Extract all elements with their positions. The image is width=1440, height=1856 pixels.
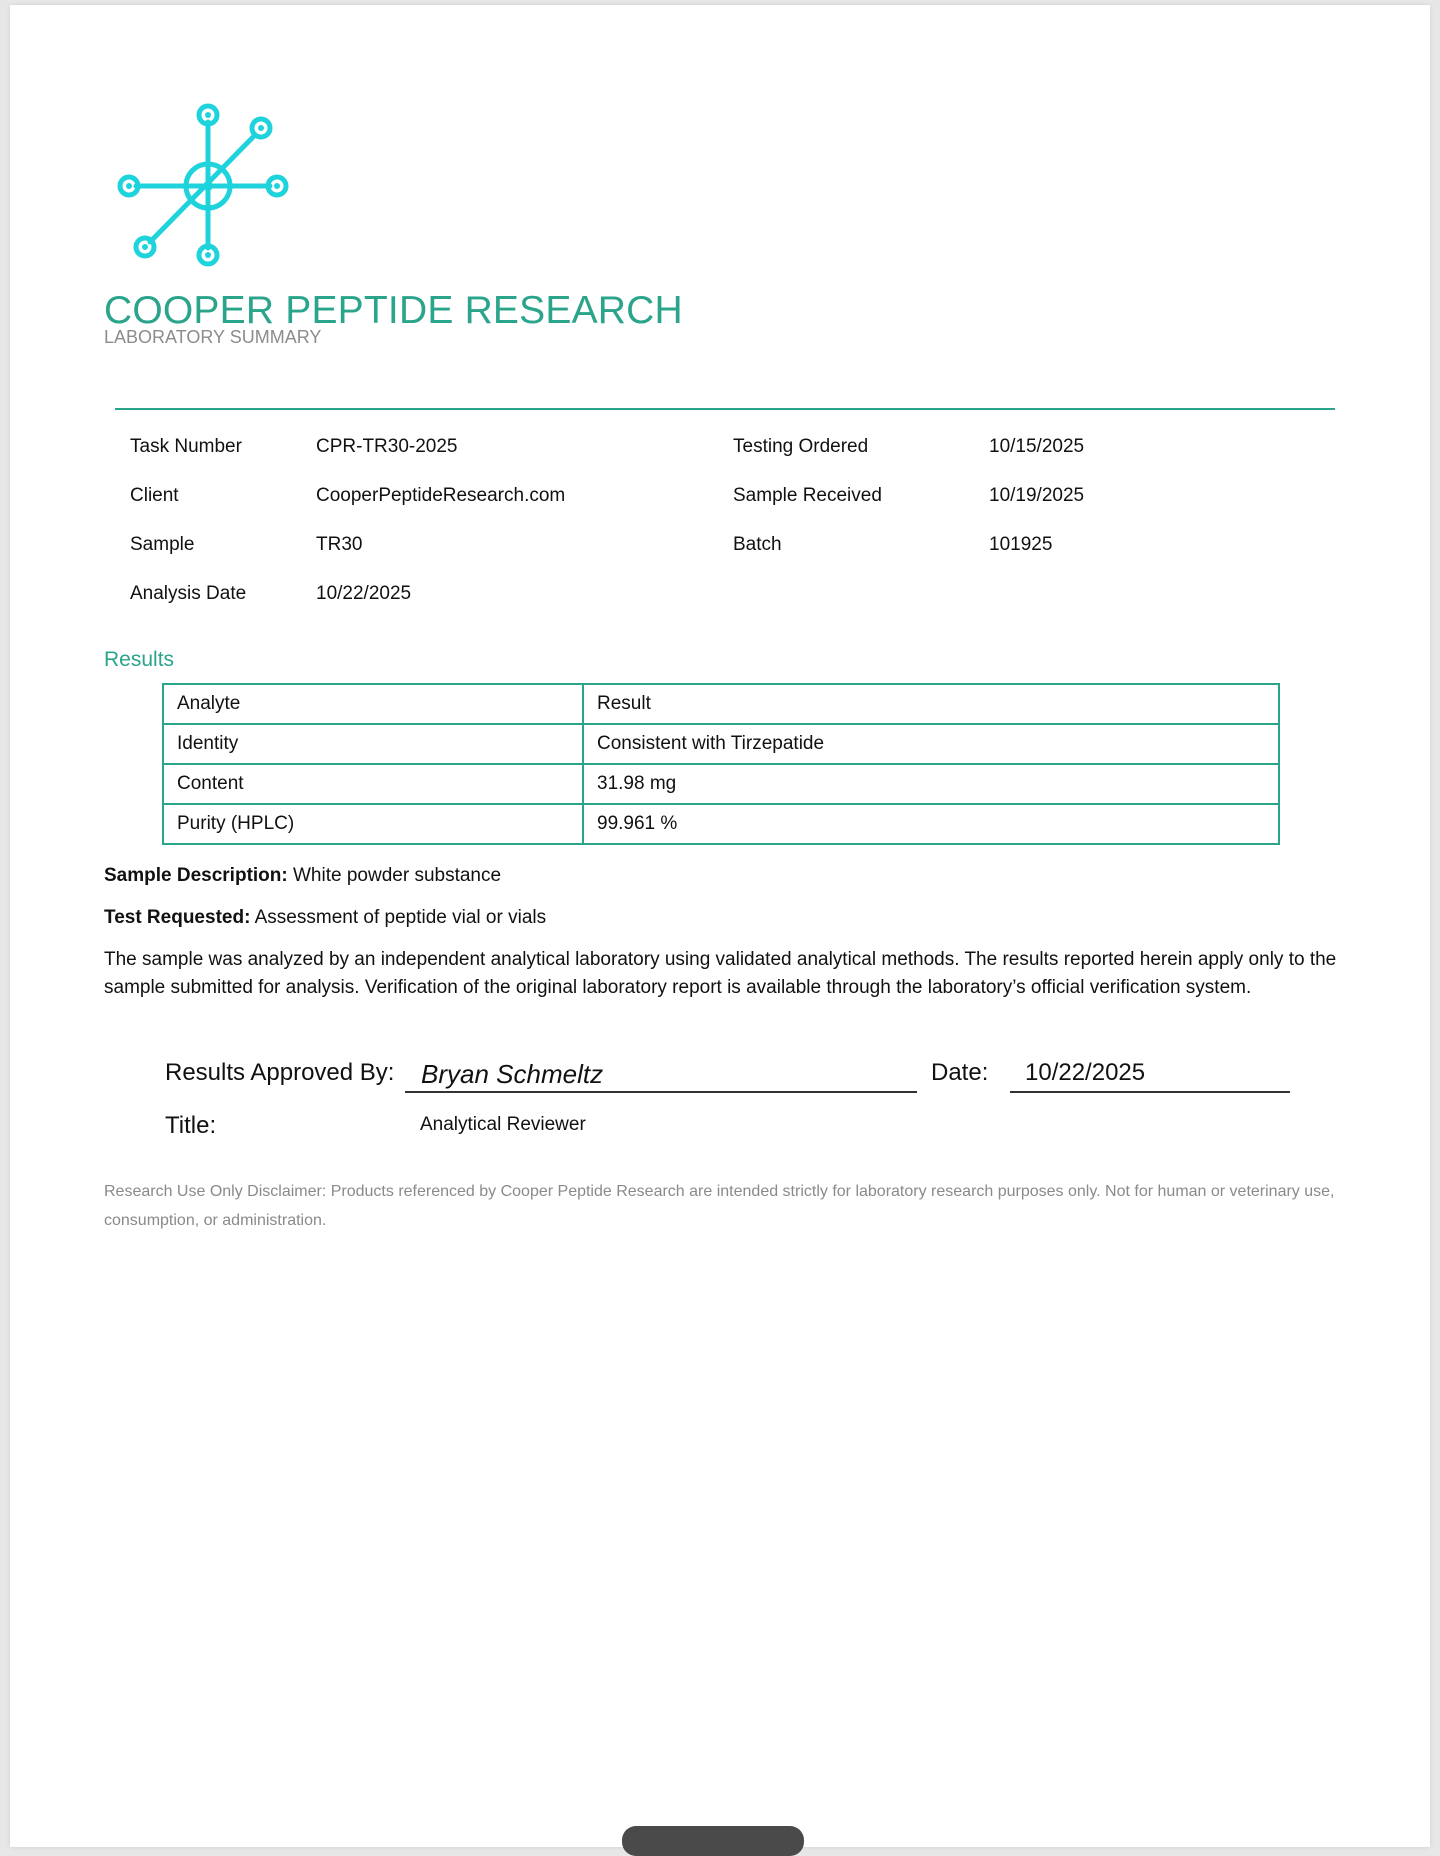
date-label: Date:	[931, 1059, 989, 1086]
disclaimer-text: Research Use Only Disclaimer: Products referenced by Cooper Peptide Research are intended strictly for laboratory research purposes only. Not for human or veterinary use, consumption, or administration.	[104, 1183, 1335, 1229]
result-cell: 99.961 %	[583, 804, 1279, 844]
result-cell: 31.98 mg	[583, 764, 1279, 804]
table-row	[163, 764, 1279, 804]
document-subtitle: LABORATORY SUMMARY	[104, 327, 322, 347]
header-divider	[115, 408, 1335, 410]
analyte-cell: Purity (HPLC)	[163, 804, 583, 844]
analysis-date-label: Analysis Date	[130, 583, 247, 604]
analyte-cell: Content	[163, 764, 583, 804]
table-header-row	[163, 684, 1279, 724]
analysis-date-value: 10/22/2025	[316, 583, 412, 604]
client-value: CooperPeptideResearch.com	[316, 485, 566, 506]
results-table	[162, 683, 1280, 845]
sample-description-label: Sample Description:	[104, 865, 288, 886]
sample-received-label: Sample Received	[733, 485, 882, 506]
approver-signature: Bryan Schmeltz	[421, 1059, 604, 1089]
date-signature-line	[1010, 1091, 1290, 1093]
document-page	[10, 5, 1430, 1847]
sample-description	[104, 862, 1354, 890]
sample-value: TR30	[316, 534, 363, 555]
task-number-label: Task Number	[130, 436, 242, 457]
client-label: Client	[130, 485, 179, 506]
approval-date-value: 10/22/2025	[1025, 1059, 1146, 1086]
testing-ordered-label: Testing Ordered	[733, 436, 869, 457]
test-requested	[104, 904, 1354, 932]
title-value: Analytical Reviewer	[420, 1114, 586, 1135]
sample-received-value: 10/19/2025	[989, 485, 1085, 506]
table-row	[163, 724, 1279, 764]
approved-by-label: Results Approved By:	[165, 1059, 395, 1086]
batch-value: 101925	[989, 534, 1053, 555]
column-header-analyte: Analyte	[163, 684, 583, 724]
molecule-network-icon	[113, 95, 303, 275]
analyte-cell: Identity	[163, 724, 583, 764]
sample-description-value: White powder substance	[287, 865, 502, 886]
test-requested-label: Test Requested:	[104, 907, 251, 928]
task-number-value: CPR-TR30-2025	[316, 436, 458, 457]
results-heading: Results	[104, 648, 175, 671]
testing-ordered-value: 10/15/2025	[989, 436, 1085, 457]
table-row	[163, 804, 1279, 844]
company-name: COOPER PEPTIDE RESEARCH	[104, 289, 683, 332]
title-label: Title:	[165, 1112, 217, 1139]
analysis-statement: The sample was analyzed by an independent analytical laboratory using validated analytical methods. The results reported herein apply only to the sample submitted for analysis. Verification of the original laboratory report is available through the laboratory’s official verification system.	[104, 949, 1337, 998]
approver-signature-line	[405, 1091, 917, 1093]
column-header-result: Result	[583, 684, 1279, 724]
test-requested-value: Assessment of peptide vial or vials	[250, 907, 547, 928]
result-cell: Consistent with Tirzepatide	[583, 724, 1279, 764]
home-indicator[interactable]	[622, 1826, 804, 1856]
sample-label: Sample	[130, 534, 195, 555]
batch-label: Batch	[733, 534, 782, 555]
